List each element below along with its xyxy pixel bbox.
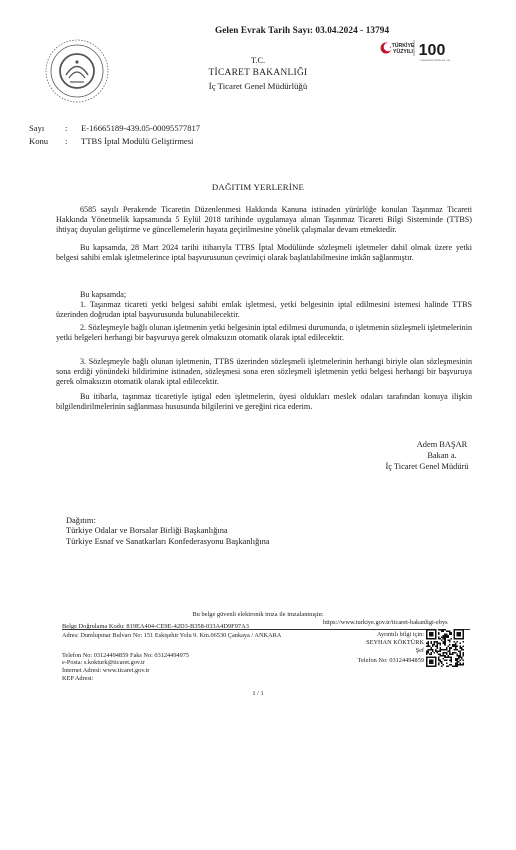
distribution-item: Türkiye Esnaf ve Sanatkarları Konfederasyonu Başkanlığına [66,537,270,546]
incoming-document-stamp: Gelen Evrak Tarih Sayı: 03.04.2024 - 13794 [215,25,390,35]
meta-colon: : [65,123,68,133]
body-paragraph: 2. Sözleşmeyle bağlı olunan işletmenin yetki belgesinin iptal edilmesi durumunda, o işletmenin sözleşmeli işletmelerinin yetki belgeleri herhangi bir başvuruya gerek olmaksızın otomatik olarak iptal edilecektir. [56,323,472,343]
contact-phone: Telefon No: 03124494859 [357,657,424,664]
contact-info-label: Ayrıntılı bilgi için: [377,631,424,638]
header-tc: T.C. [250,56,266,65]
footer-phone-fax: Telefon No: 03124494859 Faks No: 03124494975 [62,652,190,659]
distribution-item: Türkiye Odalar ve Borsalar Birliği Başkanlığına [66,526,228,535]
footer-website: İnternet Adresi: www.ticaret.gov.tr [62,667,150,674]
contact-name: SEYHAN KÖKTÜRK [366,639,424,646]
meta-sayi-value: E-16665189-439.05-00095577817 [81,123,201,133]
distribution-title: DAĞITIM YERLERİNE [211,182,305,192]
logo-number: 100 [418,42,446,59]
qr-code-icon [426,629,464,667]
meta-sayi-label: Sayı [29,123,45,133]
signatory-name: Adem BAŞAR [416,440,468,449]
body-paragraph: Bu itibarla, taşınmaz ticaretiyle iştigal eden işletmelerin, üyesi oldukları meslek odaları tarafından konuya ilişkin bilgilendirilmelerinin sağlanması hususunda bilgilerini ve gereğini rica ederim. [56,392,472,412]
footer-address: Adres: Dumlupınar Bulvarı No: 151 Eskişehir Yolu 9. Km.06530 Çankaya / ANKARA [62,632,282,639]
footer-kep: KEP Adresi: [62,675,94,682]
verification-code: Belge Doğrulama Kodu: 819EA404-CE9E-42D3-B358-033A4D9F97A3 [62,623,249,630]
meta-konu-label: Konu [29,136,49,146]
body-paragraph: Bu kapsamda; [80,290,127,299]
header-directorate: İç Ticaret Genel Müdürlüğü [208,81,308,91]
turkiye-yuzyili-logo-icon [352,34,464,64]
body-paragraph: 1. Taşınmaz ticareti yetki belgesi sahibi emlak işletmesi, yetki belgesinin iptal edilmesini istemesi halinde TTBS üzerinden doğrudan iptal başvurusunda bulunabilecektir. [56,300,472,320]
body-paragraph: 3. Sözleşmeyle bağlı olunan işletmenin, TTBS üzerinden sözleşmeli işletmelerinin herhangi biriyle olan sözleşmesinin sona erdiği yönündeki bildirimine istinaden, sözleşmesi sona eren sözleşmeli işletmenin yetki belgesi herhangi bir başvuruya gerek olmaksızın otomatik olarak iptal edilecektir. [56,357,472,387]
logo-tagline: CUMHURİYETİMİZİN 100. YILI [419,60,451,62]
page-number: 1 / 1 [252,690,264,697]
header-ministry: TİCARET BAKANLIĞI [208,68,308,78]
body-paragraph: 6585 sayılı Perakende Ticaretin Düzenlenmesi Hakkında Kanuna istinaden yürürlüğe konulan Taşınmaz Ticareti Hakkında Yönetmelik kapsamında 5 Eylül 2018 tarihinde uygulamaya alınan Taşınmaz Ticareti Bilgi Sisteminde (TTBS) ihtiyaç duyulan geliştirme ve güncellemelerin hayata geçirilmesine yönelik çalışmalar devam etmektedir. [56,205,472,235]
logo-brand-line1: TÜRKİYE [391,43,415,49]
meta-colon: : [65,136,68,146]
logo-brand-line2: YÜZYILI [393,49,413,55]
meta-konu-value: TTBS İptal Modülü Geliştirmesi [81,136,194,146]
footer-divider [62,629,470,630]
signatory-position: İç Ticaret Genel Müdürü [385,462,469,471]
body-paragraph: Bu kapsamda, 28 Mart 2024 tarihi itibarıyla TTBS İptal Modülünde sözleşmeli işletmeler dahil olmak üzere yetki belgesi sahibi emlak işletmelerince iptal başvurusunun çevrimiçi olarak başlatılabilmesine imkân sağlanmıştır. [56,243,472,263]
meta-sayi-row [29,123,200,133]
meta-konu-row [29,136,193,146]
esignature-note: Bu belge güvenli elektronik imza ile imzalanmıştır. [192,611,324,618]
contact-role: Şef [415,647,424,654]
distribution-label: Dağıtım: [66,516,96,525]
verification-url-link[interactable]: https://www.turkiye.gov.tr/ticaret-bakanligi-ebys [323,619,448,626]
signatory-title: Bakan a. [427,451,457,460]
footer-email: e-Posta: s.kokturk@ticaret.gov.tr [62,659,146,666]
